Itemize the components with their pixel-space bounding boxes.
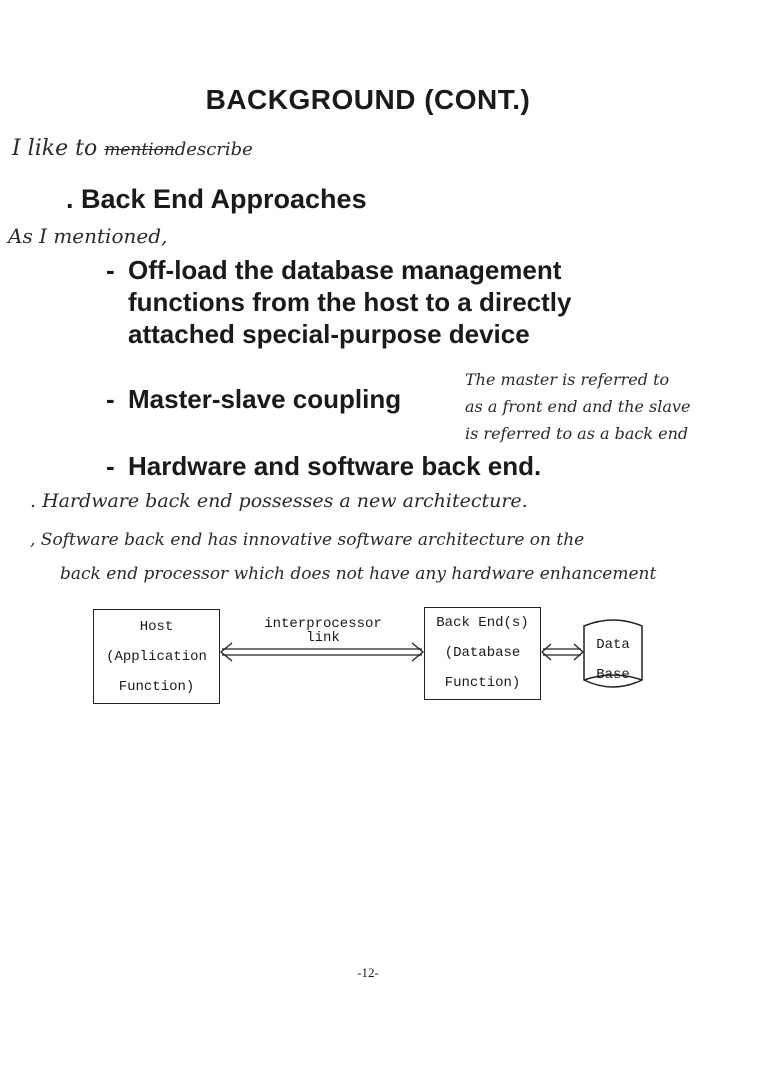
handwritten-software-note-2: back end processor which does not have any hardware enhancement <box>60 564 657 584</box>
backend-subtitle-1: (Database <box>444 645 521 661</box>
master-slave-text: Master-slave coupling <box>128 384 402 414</box>
database-link-arrow <box>542 644 583 660</box>
page-title: BACKGROUND (CONT.) <box>205 84 531 115</box>
backend-label: Back End(s) <box>436 615 529 631</box>
section-heading: . Back End Approaches <box>66 184 367 214</box>
intro-struck-word: mention <box>104 140 175 160</box>
master-note-line-2: as a front end and the slave <box>465 397 691 416</box>
interprocessor-link-arrow <box>221 643 423 661</box>
bullet-dash: - <box>106 451 115 481</box>
bullet-dash: - <box>106 255 115 285</box>
handwritten-as-mentioned: As I mentioned, <box>8 224 168 248</box>
offload-line-1: Off-load the database management <box>128 255 562 285</box>
intro-suffix: describe <box>174 139 253 160</box>
intro-prefix: I like to <box>12 136 98 161</box>
database-label <box>584 630 642 690</box>
hw-sw-text: Hardware and software back end. <box>128 451 542 481</box>
offload-line-3: attached special-purpose device <box>128 319 530 349</box>
handwritten-hardware-note: . Hardware back end possesses a new architecture. <box>30 490 528 512</box>
bullet-dash: - <box>106 384 115 414</box>
host-subtitle-1: (Application <box>106 649 207 665</box>
backend-subtitle-2: Function) <box>444 675 521 691</box>
page-number: -12- <box>357 965 379 980</box>
link-label-line-2: link <box>306 630 340 646</box>
host-label: Host <box>139 619 174 635</box>
database-label-line-2: Base <box>596 667 630 683</box>
database-label-line-1: Data <box>596 637 630 653</box>
handwritten-software-note-1: , Software back end has innovative software architecture on the <box>30 530 585 550</box>
master-note-line-1: The master is referred to <box>465 370 670 389</box>
host-subtitle-2: Function) <box>118 679 195 695</box>
master-note-line-3: is referred to as a back end <box>465 424 689 443</box>
offload-line-2: functions from the host to a directly <box>128 287 572 317</box>
link-label-line-1: interprocessor <box>264 616 382 632</box>
